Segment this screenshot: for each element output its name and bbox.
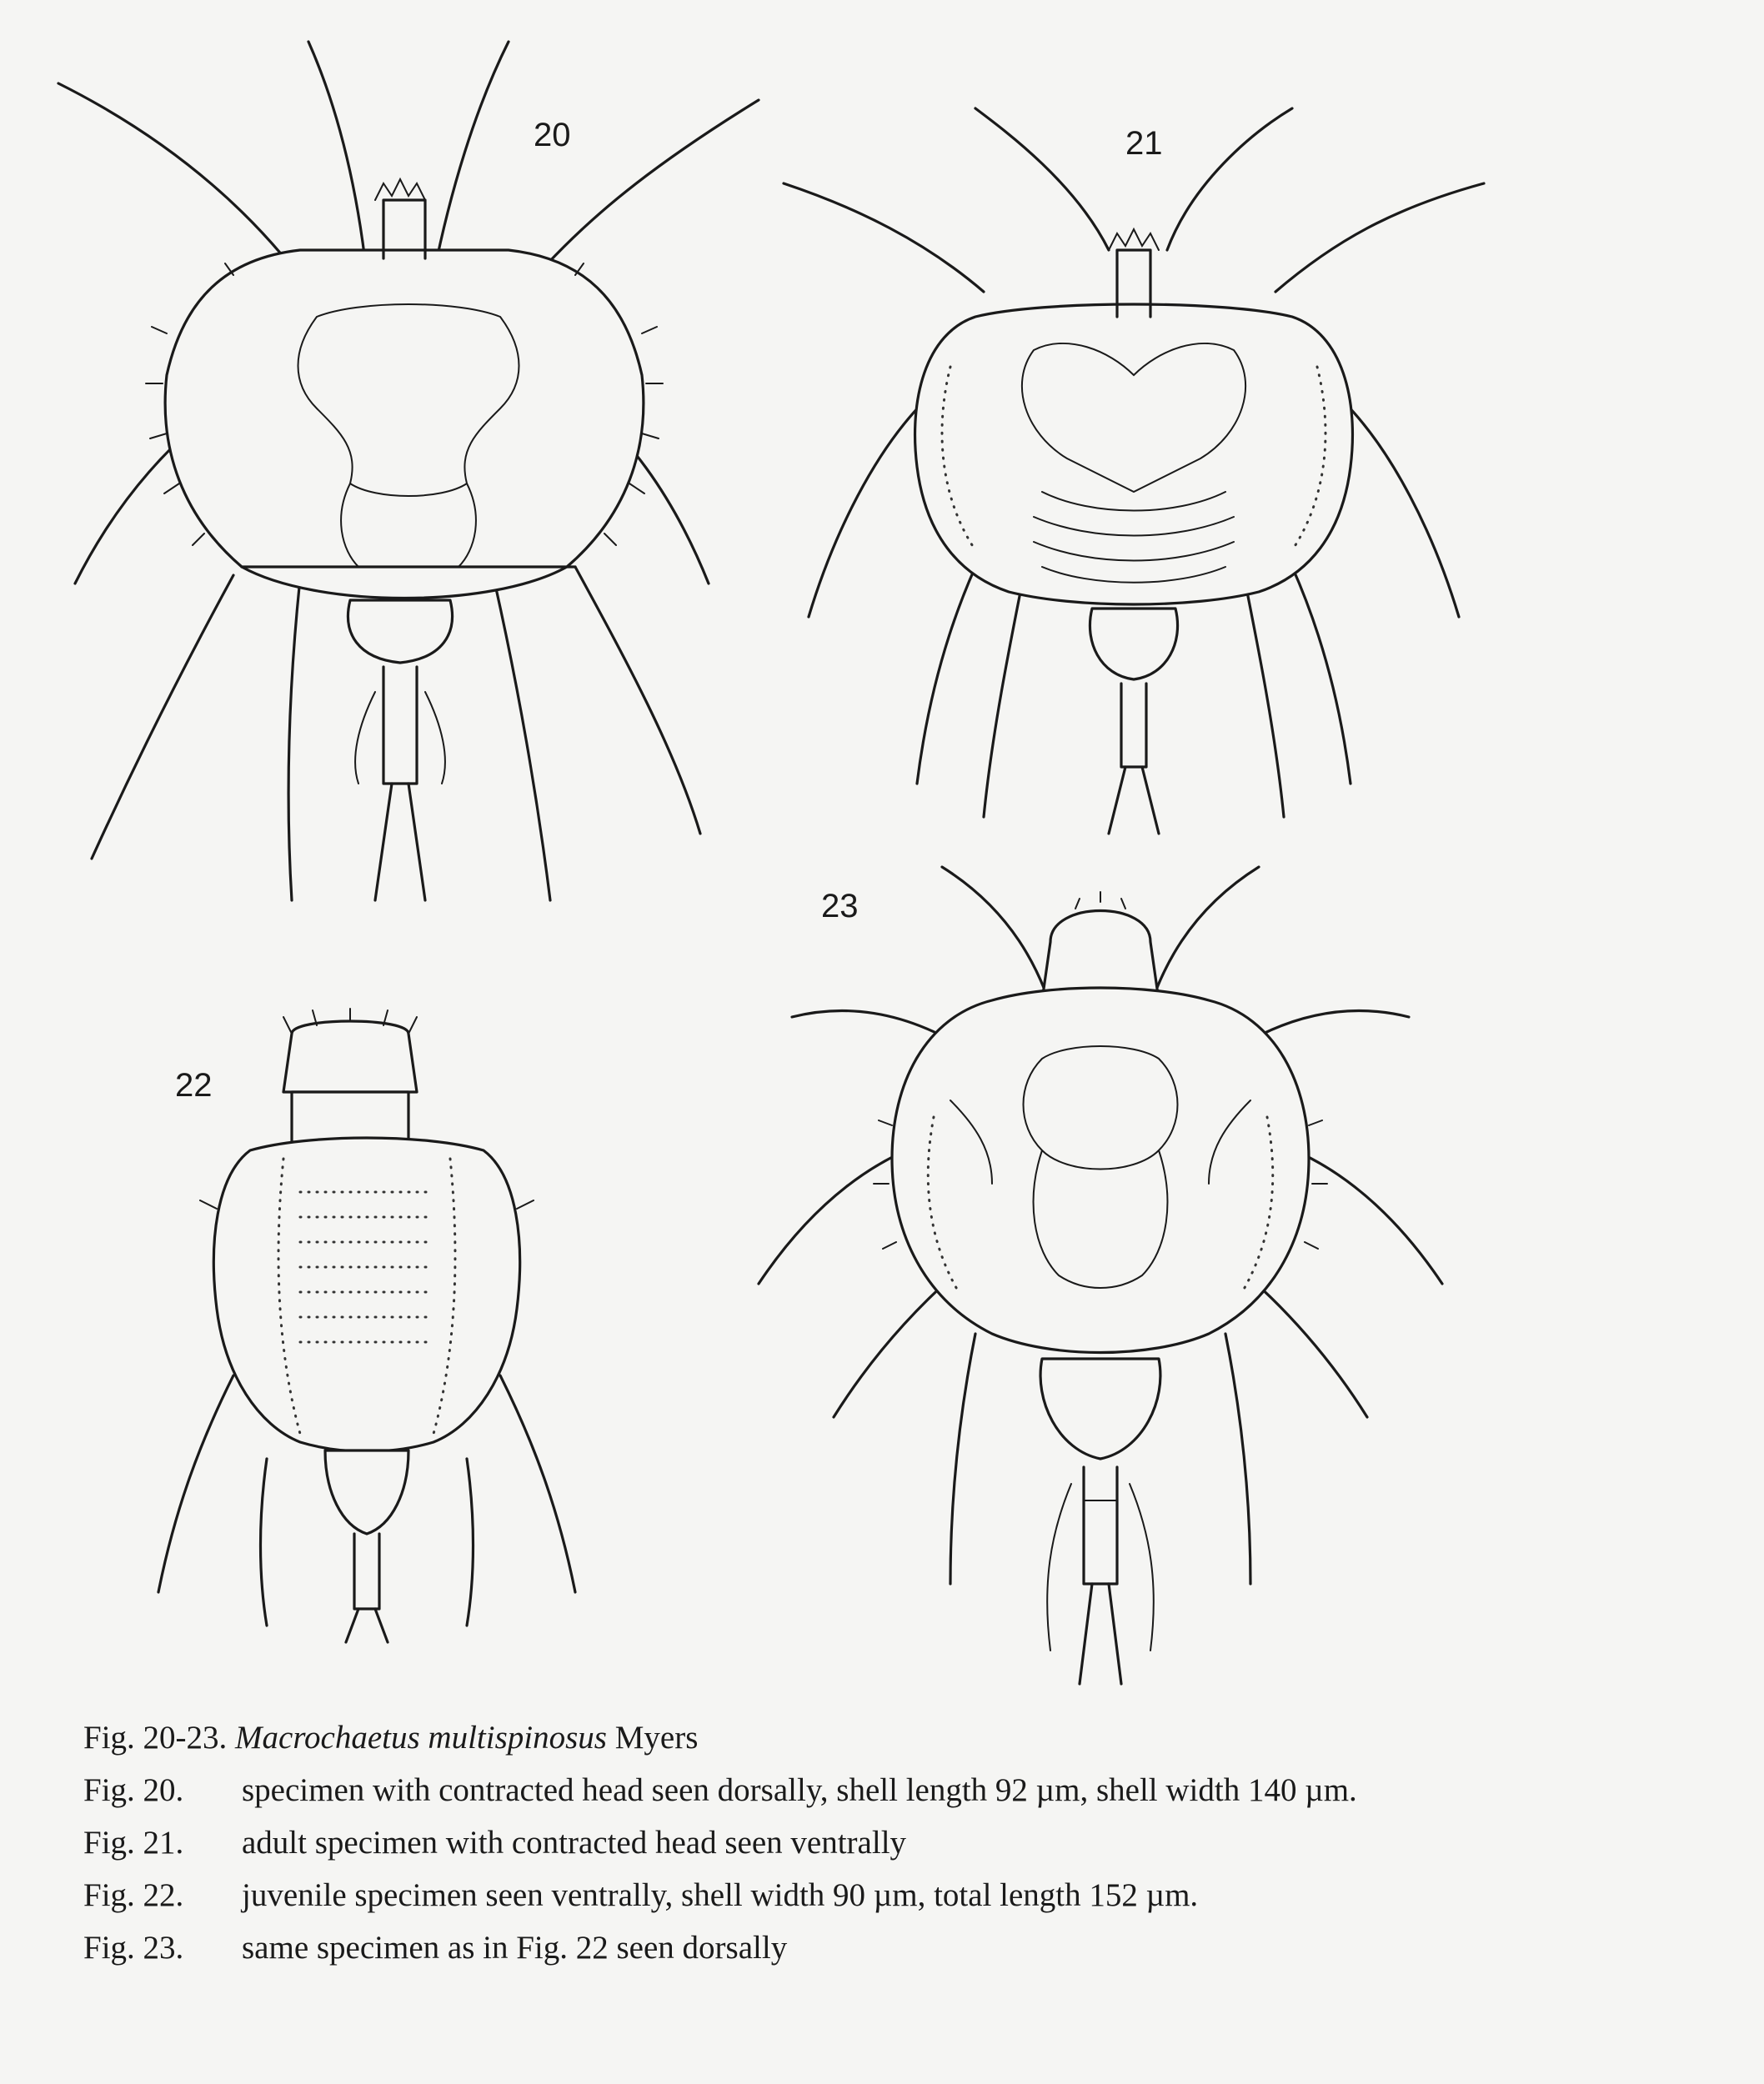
caption-fig-21 [83,1816,1742,1869]
caption-fig-21-text: adult specimen with contracted head seen ventrally [242,1825,907,1861]
figure-21-drawing [759,100,1509,834]
figure-23-drawing [742,850,1492,1692]
figure-20-drawing [42,33,775,917]
caption-species-name: Macrochaetus multispinosus [235,1720,607,1756]
caption-fig-23 [83,1921,1742,1974]
caption-main-label: Fig. 20-23. [83,1720,228,1756]
figure-22-number: 22 [175,1067,213,1104]
figure-21-number: 21 [1125,125,1163,162]
figure-23-number: 23 [821,888,859,924]
caption-fig-21-label: Fig. 21. [83,1825,184,1861]
caption-fig-22-label: Fig. 22. [83,1877,184,1913]
figure-captions [83,1711,1742,1974]
caption-fig-20 [83,1764,1742,1816]
caption-fig-22 [83,1869,1742,1921]
caption-main [83,1711,1742,1764]
caption-author: Myers [614,1720,699,1756]
caption-fig-20-label: Fig. 20. [83,1772,184,1808]
caption-fig-23-label: Fig. 23. [83,1930,184,1966]
caption-fig-20-text: specimen with contracted head seen dorsally, shell length 92 µm, shell width 140 µm. [242,1772,1357,1808]
figure-20-number: 20 [534,117,571,153]
caption-fig-22-text: juvenile specimen seen ventrally, shell width 90 µm, total length 152 µm. [242,1877,1199,1913]
caption-fig-23-text: same specimen as in Fig. 22 seen dorsally [242,1930,788,1966]
